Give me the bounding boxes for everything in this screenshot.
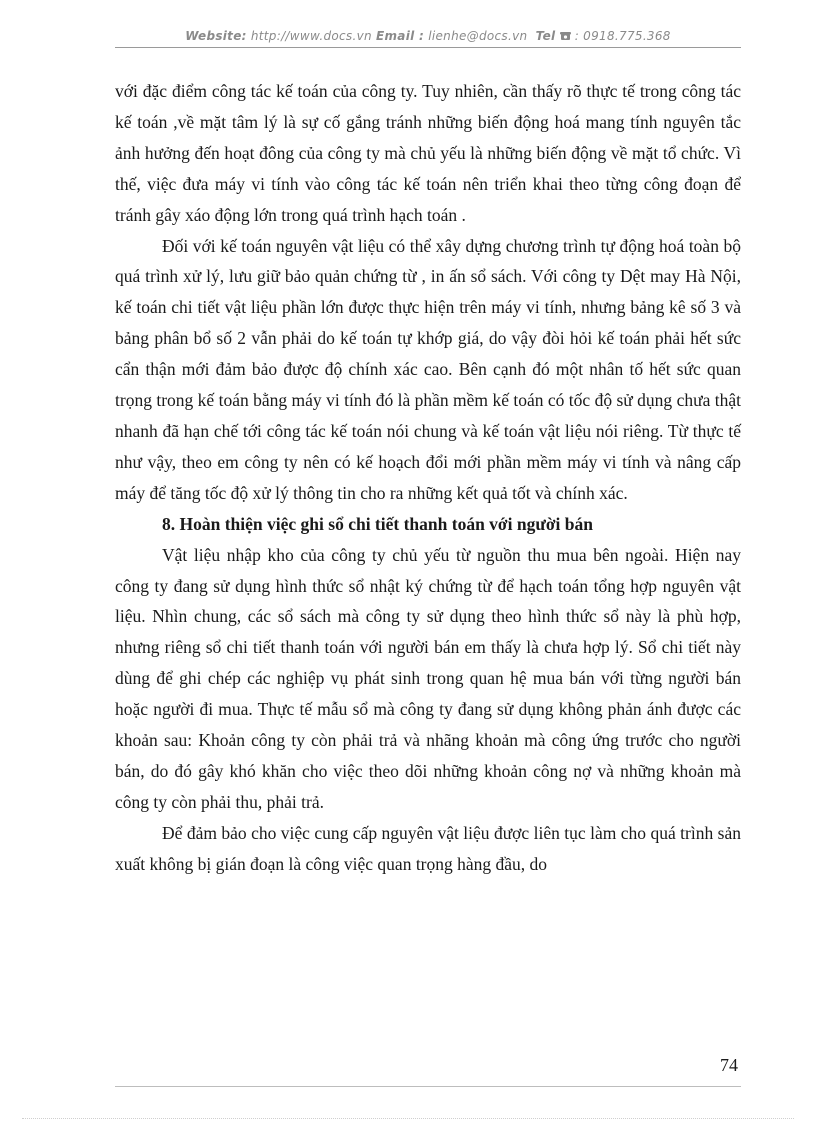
page-bottom-border xyxy=(22,1118,794,1119)
tel-label: Tel xyxy=(535,29,556,43)
email-label: Email : xyxy=(376,29,425,43)
email-link[interactable]: lienhe@docs.vn xyxy=(428,29,528,43)
tel-value: : 0918.775.368 xyxy=(574,29,671,43)
page-number: 74 xyxy=(720,1055,738,1075)
paragraph-1: với đặc điểm công tác kế toán của công ty. Tuy nhiên, cần thấy rõ thực tế trong công tác kế toán ,về mặt tâm lý là sự cố gắng tránh những biến động hoá mang tính nguyên tắc ảnh hưởng đến hoạt đông của công ty mà chủ yếu là những biến động về mặt tổ chức. Vì thế, việc đưa máy vi tính vào công tác kế toán nên triển khai theo từng công đoạn để tránh gây xáo động lớn trong quá trình hạch toán . xyxy=(115,81,741,225)
footer-divider xyxy=(115,1086,741,1087)
paragraph-2: Đối với kế toán nguyên vật liệu có thể xây dựng chương trình tự động hoá toàn bộ quá trình xử lý, lưu giữ bảo quản chứng từ , in ấn sổ sách. Với công ty Dệt may Hà Nội, kế toán chi tiết vật liệu phần lớn được thực hiện trên máy vi tính, nhưng bảng kê số 3 và bảng phân bổ số 2 vẫn phải do kế toán tự khớp giá, do vậy đòi hỏi kế toán phải hết sức cẩn thận mới đảm bảo được độ chính xác cao. Bên cạnh đó một nhân tố hết sức quan trọng trong kế toán bằng máy vi tính đó là phần mềm kế toán có tốc độ sử dụng chưa thật nhanh đã hạn chế tới công tác kế toán nói chung và kế toán vật liệu nói riêng. Từ thực tế như vậy, theo em công ty nên có kế hoạch đổi mới phần mềm máy vi tính và nâng cấp máy để tăng tốc độ xử lý thông tin cho ra những kết quả tốt và chính xác. xyxy=(115,235,741,503)
header-divider xyxy=(115,47,741,48)
body-text xyxy=(115,76,741,880)
page-header xyxy=(115,29,741,43)
paragraph-4: Để đảm bảo cho việc cung cấp nguyên vật liệu được liên tục làm cho quá trình sản xuất không bị gián đoạn là công việc quan trọng hàng đầu, do xyxy=(115,822,741,874)
phone-icon xyxy=(560,29,571,43)
website-label: Website: xyxy=(185,29,247,43)
section-heading: 8. Hoàn thiện việc ghi sổ chi tiết thanh toán với người bán xyxy=(162,513,593,534)
paragraph-3: Vật liệu nhập kho của công ty chủ yếu từ nguồn thu mua bên ngoài. Hiện nay công ty đang sử dụng hình thức sổ nhật ký chứng từ để hạch toán tổng hợp nguyên vật liệu. Nhìn chung, các sổ sách mà công ty sử dụng theo hình thức sổ này là phù hợp, nhưng riêng sổ chi tiết thanh toán với người bán em thấy là chưa hợp lý. Sổ chi tiết này dùng để ghi chép các nghiệp vụ phát sinh trong quan hệ mua bán với từng người bán hoặc người đi mua. Thực tế mẫu sổ mà công ty đang sử dụng không phản ánh được các khoản sau: Khoản công ty còn phải trả và nhãng khoản mà công ứng trước cho người bán, do đó gây khó khăn cho việc theo dõi những khoản công nợ và những khoản mà công ty còn phải thu, phải trả. xyxy=(115,544,741,812)
website-link[interactable]: http://www.docs.vn xyxy=(250,29,372,43)
